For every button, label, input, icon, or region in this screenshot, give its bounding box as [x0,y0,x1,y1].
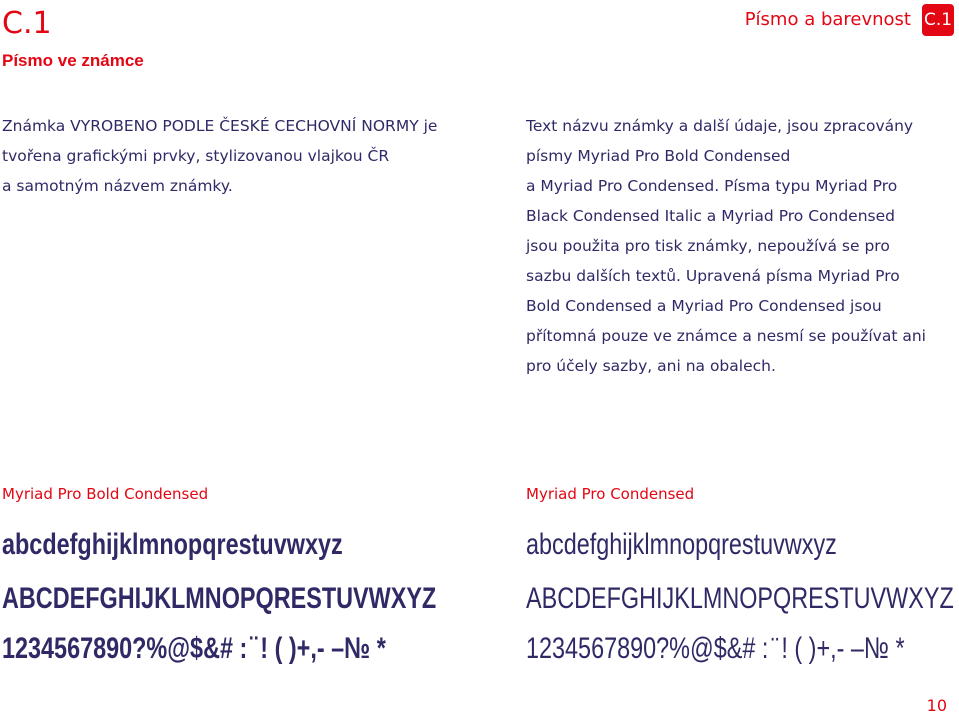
bold-uppercase-sample: ABCDEFGHIJKLMNOPQRESTUVWXYZ [2,582,437,615]
description-line: Bold Condensed a Myriad Pro Condensed jsou [526,297,882,315]
description-line: písmy Myriad Pro Bold Condensed [526,147,791,165]
description-line: jsou použita pro tisk známky, nepoužívá se pro [526,237,890,255]
regular-font-label: Myriad Pro Condensed [526,485,695,503]
chapter-title: Písmo a barevnost [744,9,911,30]
bold-font-label: Myriad Pro Bold Condensed [2,485,209,503]
description-line: a Myriad Pro Condensed. Písma typu Myriad Pro [526,177,898,195]
bold-symbols-sample: 1234567890?%@$&# : ̈ ! ( )+,- –№ * [2,632,386,665]
font-description-paragraph [526,111,936,381]
description-line: pro účely sazby, ani na obalech. [526,357,776,375]
chapter-badge: C.1 [922,4,954,36]
description-line: sazbu dalších textů. Upravená písma Myriad Pro [526,267,900,285]
intro-line: Známka VYROBENO PODLE ČESKÉ CECHOVNÍ NORMY je [2,117,438,135]
bold-lowercase-sample: abcdefghijklmnopqrestuvwxyz [2,528,343,561]
regular-symbols-sample: 1234567890?%@$&# : ̈ ! ( )+,- –№ * [526,632,905,665]
section-title: Písmo ve známce [2,51,144,70]
regular-lowercase-sample: abcdefghijklmnopqrestuvwxyz [526,528,837,561]
intro-line: a samotným názvem známky. [2,177,233,195]
section-number: C.1 [2,6,52,41]
intro-paragraph [2,111,442,201]
description-line: přítomná pouze ve známce a nesmí se používat ani [526,327,926,345]
page-number: 10 [926,696,947,715]
description-line: Text názvu známky a další údaje, jsou zpracovány [526,117,914,135]
intro-line: tvořena grafickými prvky, stylizovanou vlajkou ČR [2,147,390,165]
regular-uppercase-sample: ABCDEFGHIJKLMNOPQRESTUVWXYZ [526,582,954,615]
description-line: Black Condensed Italic a Myriad Pro Condensed [526,207,895,225]
